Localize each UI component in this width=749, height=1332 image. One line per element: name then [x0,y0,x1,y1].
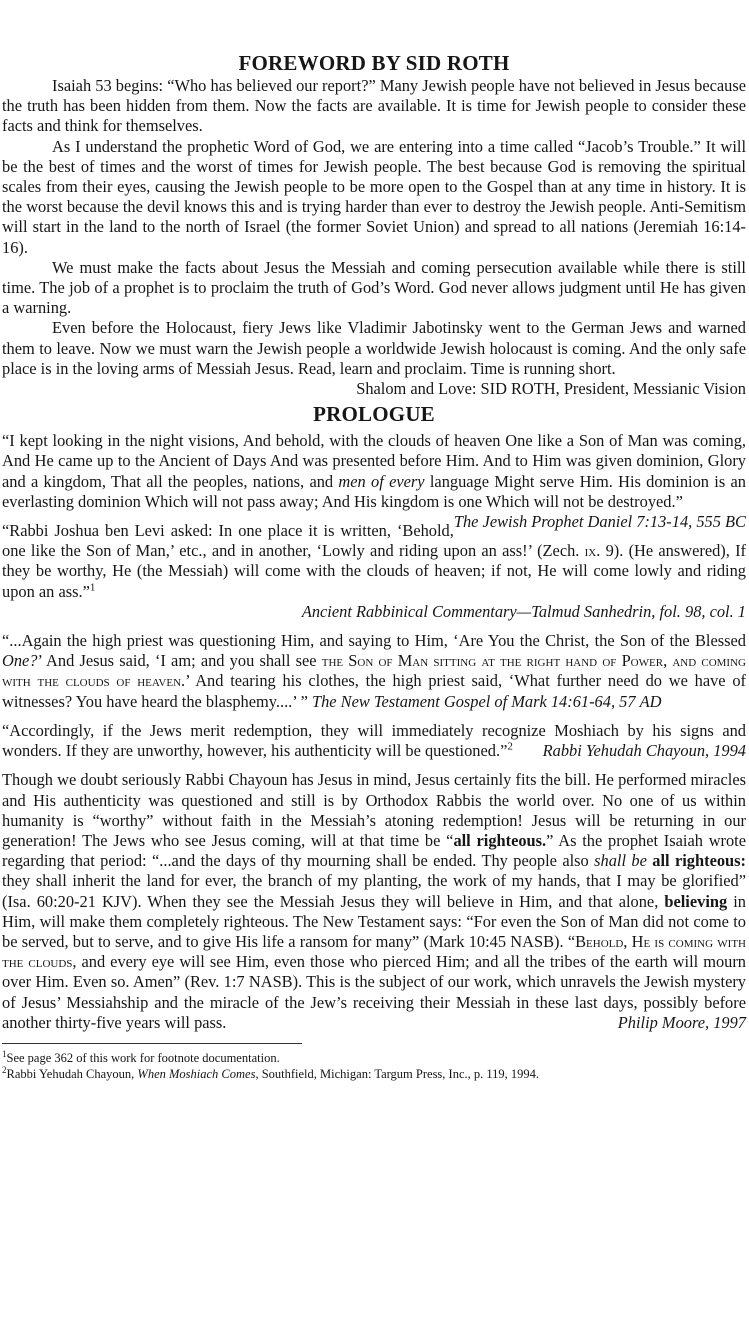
foreword-paragraph-4: Even before the Holocaust, fiery Jews like Vladimir Jabotinsky went to the German Jews and warned them to leave. Now we must warn the Jewish people a worldwide Jewish holocaust is coming. And the only safe place is in the loving arms of Messiah Jesus. Read, learn and proclaim. Time is running short. [2,318,746,378]
footnote-2-title: When Moshiach Comes [137,1066,256,1081]
quote-mark [2,631,746,712]
prologue-signature: Philip Moore, 1997 [617,1012,746,1032]
quote-daniel-text-a: “I kept looking in the night visions, And behold, with the clouds of heaven One like a Son of Man was coming, And He came up to the Ancient of Days And was presented before Him. And to Him was given dominion, Glory and a kingdom, That all the peoples, nations, and [2,431,746,491]
prologue-title: PROLOGUE [313,402,435,427]
quote-daniel-emphasis: men of every [338,471,425,491]
quote-chayoun-source: Rabbi Yehudah Chayoun, 1994 [542,741,746,761]
quote-mark-source: The New Testament Gospel of Mark 14:61-64, 57 [311,691,636,711]
quote-talmud-text-a: “Rabbi Joshua ben Levi asked: In one place it is written, ‘Behold, one like the Son of Man,’ etc., and in another, ‘Lowly and riding upon an ass!’ (Zech. [2,521,585,561]
footnote-2-text-b: , Southfield, Michigan: Targum Press, Inc., p. 119, 1994. [255,1066,540,1081]
quote-mark-text-c: .’ And tearing his clothes, the high priest said, ‘What further need do we have of witnesses? You have heard the blasphemy....’ ” [2,671,746,711]
quote-talmud [2,521,746,602]
body-text-6: , and every eye will see Him, even those who pierced Him; and all the tribes of the earth will mourn over Him. Even so. Amen” (Rev. 1:7 NASB). This is the subject of our work, which unravels the Jewish mystery of Jesus’ Messiahship and the miracle of the Jew’s receiving their Messiah in these last days, possibly before another thirty-five years will pass. [2,952,746,1032]
footnote-1-text: See page 362 of this work for footnote documentation. [6,1050,280,1065]
footnote-ref-1: 1 [89,581,96,594]
foreword-title: FOREWORD BY SID ROTH [238,51,510,75]
quote-mark-emphasis: One? [2,651,38,671]
body-smallcaps-1: Behold, He is coming with the clouds [2,931,746,972]
quote-talmud-ref: ix [584,541,597,561]
quote-daniel-text-b: language Might serve Him. His dominion is an everlasting dominion Which will not pass away; And His kingdom is one Which will not be destroyed.” [2,471,746,511]
footnote-ref-2: 2 [507,740,513,753]
quote-mark-text-b: ’ And Jesus said, ‘I am; and you shall see [37,651,322,671]
quote-mark-era: AD [639,691,662,711]
body-bold-3: believing [664,891,728,911]
quote-talmud-text-b: . 9). (He answered), If they be worthy, He (the Messiah) will come with the clouds of heaven; if not, He will come lowly and riding upon an ass.” [2,541,747,601]
prologue-body [2,770,746,1033]
body-text-5: in Him, will make them completely righteous. The New Testament says: “For even the Son of Man did not come to be served, but to serve, and to give His life a ransom for many” (Mark 10:45 NASB). “ [2,891,746,951]
quote-daniel-era: BC [725,512,746,532]
footnote-1 [2,1050,746,1066]
foreword-paragraph-1: Isaiah 53 begins: “Who has believed our report?” Many Jewish people have not believed in Jesus because the truth has been hidden from them. Now the facts are available. It is time for Jewish people to consider these facts and think for themselves. [2,76,746,136]
quote-chayoun-text: “Accordingly, if the Jews merit redemption, they will immediately recognize Moshiach by his signs and wonders. If they are unworthy, however, his authenticity will be questioned.” [2,720,746,761]
quote-daniel [2,431,746,532]
footnote-divider [2,1043,302,1044]
body-emphasis-1: shall be [594,851,647,871]
quote-chayoun [2,721,746,761]
footnote-2-mark: 2 [2,1064,7,1075]
page-content [2,50,746,1082]
body-text-1: Though we doubt seriously Rabbi Chayoun has Jesus in mind, Jesus certainly fits the bill. He performed miracles and His authenticity was questioned and still is by Orthodox Rabbis the world over. No one of us within humanity is “worthy” without faith in the Messiah’s atoning redemption! Jesus will be returning in our generation! The Jews who see Jesus coming, will at that time be “ [2,770,746,850]
quote-mark-text-a: “...Again the high priest was questioning Him, and saying to Him, ‘Are You the Christ, the Son of the Blessed [2,631,746,651]
footnote-1-mark: 1 [2,1048,7,1059]
quote-daniel-source [454,512,746,532]
quote-talmud-source: Ancient Rabbinical Commentary—Talmud Sanhedrin, fol. 98, col. 1 [301,601,746,621]
footnote-2-text-a: Rabbi Yehudah Chayoun, [6,1066,138,1081]
foreword-paragraph-2: As I understand the prophetic Word of God, we are entering into a time called “Jacob’s Trouble.” It will be the best of times and the worst of times for Jewish people. The best because God is removing the spiritual scales from their eyes, causing the Jewish people to be more open to the Gospel than at any time in history. It is the worst because the devil knows this and is trying harder than ever to destroy the Jewish people. Anti-Semitism will start in the land to the north of Israel (the former Soviet Union) and spread to all nations (Jeremiah 16:14-16). [2,136,746,257]
foreword-signature: Shalom and Love: SID ROTH, President, Messianic Vision [356,379,746,399]
body-text-2: ” As the prophet Isaiah wrote regarding that period: “...and the days of thy mourning shall be ended. Thy people also [2,830,747,871]
body-text-4: they shall inherit the land for ever, the branch of my planting, the work of my hands, that I may be glorified” (Isa. 60:20-21 KJV). When they see the Messiah Jesus they will believe in Him, and that alone, [2,871,746,911]
quote-daniel-source-text: The Jewish Prophet Daniel 7:13-14, 555 [453,512,721,532]
body-bold-1: all righteous. [453,830,547,850]
foreword-paragraph-3: We must make the facts about Jesus the Messiah and coming persecution available while there is still time. The job of a prophet is to proclaim the truth of God’s Word. God never allows judgment until He has given a warning. [2,257,746,318]
body-bold-2: all righteous: [652,851,746,871]
footnote-2 [2,1066,746,1082]
quote-mark-smallcaps: the Son of Man sitting at the right hand of Power, and coming with the clouds of heaven [2,651,746,691]
